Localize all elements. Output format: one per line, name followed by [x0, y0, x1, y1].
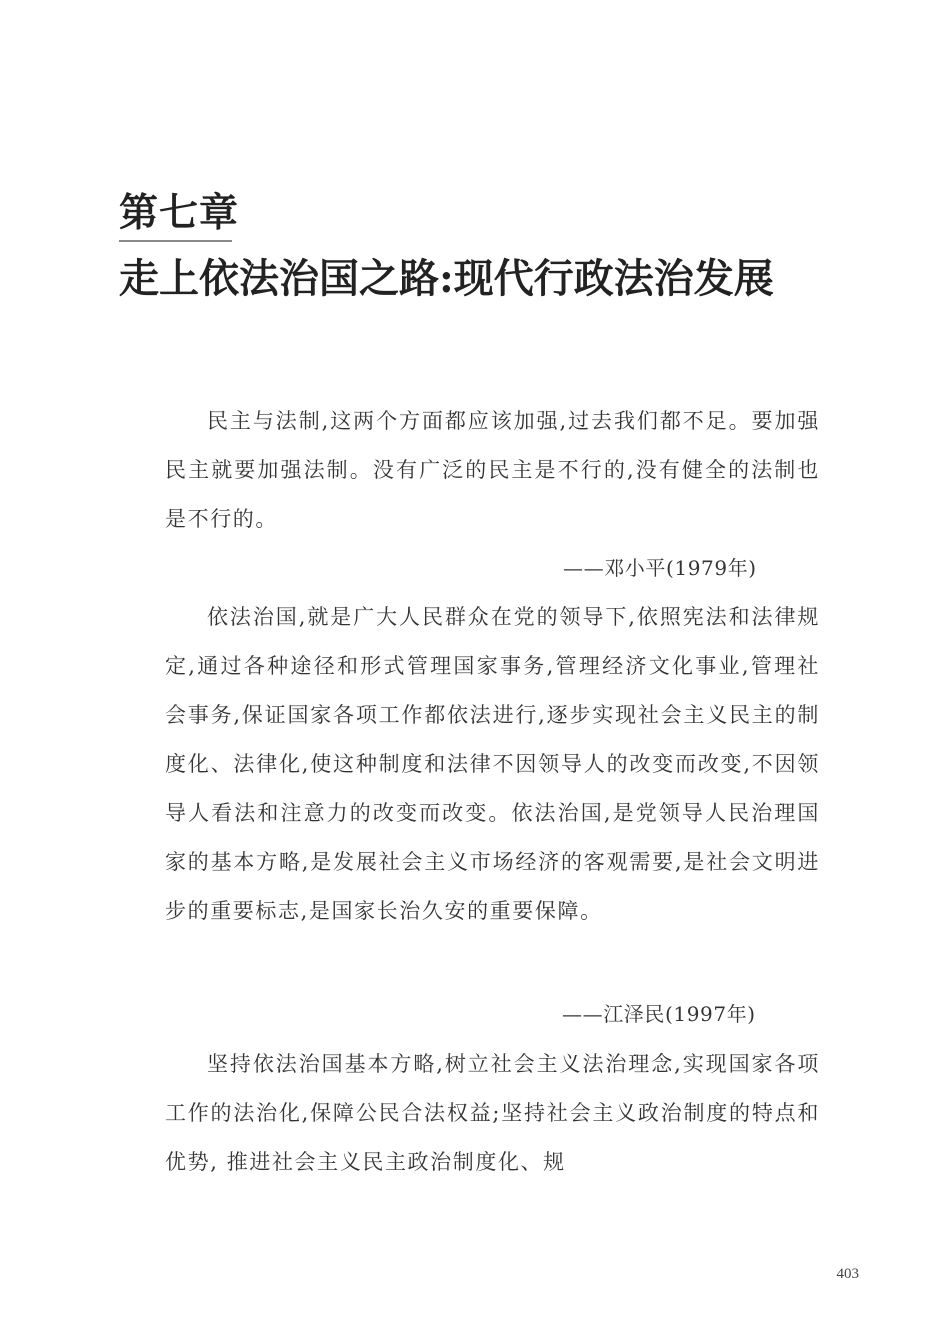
chapter-title: 走上依法治国之路:现代行政法治发展: [119, 255, 774, 302]
chapter-number: 第七章: [119, 190, 240, 236]
chapter-number-underline: [119, 240, 232, 242]
quote-jiang-zemin: 依法治国,就是广大人民群众在党的领导下,依照宪法和法律规定,通过各种途径和形式管理国家事务,管理经济文化事业,管理社会事务,保证国家各项工作都依法进行,逐步实现社会主义民主的制度化、法律化,使这种制度和法律不因领导人的改变而改变,不因领导人看法和注意力的改变而改变。依法治国,是党领导人民治理国家的基本方略,是发展社会主义市场经济的客观需要,是社会文明进步的重要标志,是国家长治久安的重要保障。: [165, 605, 820, 923]
attribution-deng-xiaoping: ——邓小平(1979年): [563, 556, 757, 580]
quote-third: 坚持依法治国基本方略,树立社会主义法治理念,实现国家各项工作的法治化,保障公民合法权益;坚持社会主义政治制度的特点和优势, 推进社会主义民主政治制度化、规: [165, 1052, 820, 1174]
attribution-jiang-zemin: ——江泽民(1997年): [562, 1002, 756, 1026]
page-number: 403: [836, 1266, 859, 1282]
quote-deng-xiaoping: 民主与法制,这两个方面都应该加强,过去我们都不足。要加强民主就要加强法制。没有广泛的民主是不行的,没有健全的法制也是不行的。: [165, 409, 820, 531]
